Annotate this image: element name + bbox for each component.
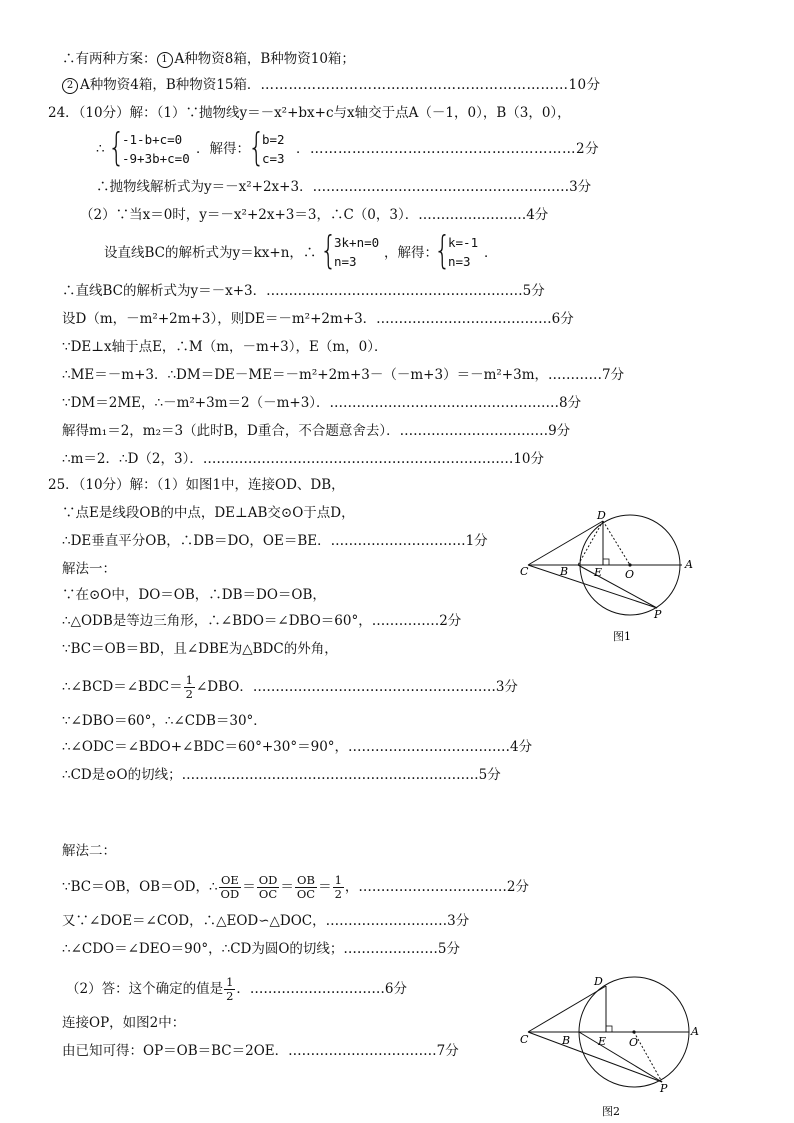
q24-line3: ∴抛物线解析式为y＝－x²+2x+3．…………………………………………………3分 bbox=[96, 179, 592, 195]
fraction bbox=[257, 874, 280, 901]
score-dots: …………………………………………………………10分 bbox=[260, 77, 601, 93]
line-op-dashed bbox=[634, 1032, 662, 1082]
center-dot bbox=[628, 563, 631, 566]
denominator: 2 bbox=[185, 687, 193, 701]
denominator: 2 bbox=[226, 989, 234, 1003]
equation: n=3 bbox=[334, 254, 357, 269]
q24-heading: 24．（10分）解：（1）∵抛物线y＝－x²+bx+c与x轴交于点A（－1，0），B（3，0）， bbox=[48, 105, 571, 121]
solution-system-2 bbox=[448, 233, 478, 271]
text: ∴∠BCD＝∠BDC＝ bbox=[62, 679, 183, 695]
numerator: OD bbox=[258, 873, 278, 887]
brace-icon: { bbox=[434, 228, 451, 272]
label-o: O bbox=[629, 1036, 639, 1049]
q24-line11: 解得m₁＝2，m₂＝3（此时B，D重合，不合题意舍去）．……………………………9分 bbox=[62, 423, 571, 439]
denominator: 2 bbox=[334, 887, 342, 901]
line-cd bbox=[528, 521, 603, 565]
figure-caption: 图2 bbox=[602, 1105, 620, 1118]
equals: ＝ bbox=[318, 879, 332, 895]
text: ∴有两种方案： bbox=[62, 51, 157, 67]
circled-number-1: 1 bbox=[157, 52, 173, 68]
line-do-dashed bbox=[603, 521, 630, 565]
circled-number-2: 2 bbox=[62, 78, 78, 94]
text: ，……………………………2分 bbox=[344, 879, 530, 895]
q24-line6: ∴直线BC的解析式为y＝－x+3．…………………………………………………5分 bbox=[62, 283, 545, 299]
denominator: OD bbox=[220, 887, 240, 901]
brace-icon: { bbox=[108, 125, 125, 169]
numerator: 1 bbox=[185, 673, 193, 687]
numerator: 1 bbox=[334, 873, 342, 887]
q25-line17: 连接OP，如图2中： bbox=[62, 1015, 186, 1031]
label-a: A bbox=[685, 558, 693, 571]
label-a: A bbox=[691, 1025, 699, 1038]
fraction bbox=[295, 874, 317, 901]
equation-system-2 bbox=[334, 233, 379, 271]
equation: k=-1 bbox=[448, 235, 479, 250]
denominator: OC bbox=[258, 887, 278, 901]
q25-line16 bbox=[66, 976, 407, 1003]
q25-line3: ∴DE垂直平分OB，∴DB＝DO，OE＝BE．…………………………1分 bbox=[62, 533, 488, 549]
line-cp bbox=[528, 565, 657, 608]
equals: ＝ bbox=[280, 879, 294, 895]
q24-line5b: ，解得： bbox=[384, 245, 438, 261]
label-d: D bbox=[597, 509, 606, 522]
equation: n=3 bbox=[448, 254, 471, 269]
q25-line15: ∴∠CDO＝∠DEO＝90°，∴CD为圆O的切线；…………………5分 bbox=[62, 941, 461, 957]
q25-heading: 25．（10分）解：（1）如图1中，连接OD、DB， bbox=[48, 477, 345, 493]
brace-icon: { bbox=[248, 125, 265, 169]
equation-system-1 bbox=[122, 130, 190, 168]
equals: ＝ bbox=[242, 879, 256, 895]
q24-score-2: ．…………………………………………………2分 bbox=[296, 141, 600, 157]
line-cp bbox=[528, 1032, 662, 1082]
center-dot bbox=[632, 1030, 635, 1033]
label-b: B bbox=[560, 565, 569, 578]
figure-caption: 图1 bbox=[613, 630, 631, 643]
label-o: O bbox=[625, 568, 635, 581]
q25-line9: ∵∠DBO＝60°，∴∠CDB＝30°． bbox=[62, 713, 267, 729]
q25-method2: 解法二： bbox=[62, 843, 116, 859]
line-cd bbox=[528, 986, 606, 1032]
text: ∠DBO．………………………………………………3分 bbox=[195, 679, 518, 695]
label-p: P bbox=[660, 1082, 668, 1095]
text: ．…………………………6分 bbox=[236, 981, 408, 997]
numerator: OB bbox=[295, 874, 317, 888]
q24-line7: 设D（m，－m²+2m+3），则DE＝－m²+2m+3．…………………………………6分 bbox=[62, 311, 574, 327]
right-angle-mark bbox=[603, 559, 609, 565]
q25-line18: 由已知可得：OP＝OB＝BC＝2OE．……………………………7分 bbox=[62, 1043, 459, 1059]
q25-method1: 解法一： bbox=[62, 561, 116, 577]
q25-line7: ∵BC＝OB＝BD，且∠DBE为△BDC的外角， bbox=[62, 641, 338, 657]
label-c: C bbox=[520, 1033, 529, 1046]
label-p: P bbox=[654, 608, 662, 621]
line-plan2 bbox=[62, 76, 601, 94]
q24-line10: ∵DM＝2ME，∴－m²+3m＝2（－m+3）．……………………………………………8分 bbox=[62, 395, 582, 411]
q24-line8: ∵DE⊥x轴于点E，∴M（m，－m+3），E（m，0）． bbox=[62, 339, 388, 355]
equation: 3k+n=0 bbox=[334, 235, 380, 250]
label-c: C bbox=[520, 565, 529, 578]
fraction-half bbox=[184, 674, 195, 701]
text: A种物资4箱，B种物资15箱． bbox=[80, 77, 261, 93]
brace-icon: { bbox=[320, 228, 337, 272]
text: ∵BC＝OB，OB＝OD，∴ bbox=[62, 879, 218, 895]
line-db-dashed bbox=[578, 521, 603, 565]
q25-line11: ∴CD是⊙O的切线；…………………………………………………………5分 bbox=[62, 767, 501, 783]
denominator: OC bbox=[296, 887, 316, 901]
figure-1 bbox=[514, 506, 700, 646]
fraction bbox=[333, 874, 344, 901]
q25-line6: ∴△ODB是等边三角形，∴∠BDO＝∠DBO＝60°，……………2分 bbox=[62, 613, 462, 629]
q25-line2: ∵点E是线段OB的中点，DE⊥AB交⊙O于点D， bbox=[62, 505, 355, 521]
right-angle-mark bbox=[606, 1026, 612, 1032]
line-bp bbox=[578, 565, 657, 608]
line-bp bbox=[579, 1032, 662, 1082]
fraction bbox=[219, 874, 242, 901]
label-b: B bbox=[562, 1034, 571, 1047]
q24-therefore: ∴ bbox=[96, 141, 105, 157]
equation: -9+3b+c=0 bbox=[122, 151, 190, 166]
label-e: E bbox=[598, 1035, 607, 1048]
q25-line13 bbox=[62, 874, 529, 901]
q24-line12: ∴m＝2．∴D（2，3）．……………………………………………………………10分 bbox=[62, 451, 544, 467]
equation: c=3 bbox=[262, 151, 285, 166]
label-d: D bbox=[594, 975, 603, 988]
figure-2 bbox=[514, 970, 700, 1120]
fraction-half bbox=[224, 976, 235, 1003]
solution-system-1 bbox=[262, 130, 285, 168]
q24-line9: ∴ME＝－m+3．∴DM＝DE－ME＝－m²+2m+3－（－m+3）＝－m²+3m，…………7分 bbox=[62, 367, 625, 383]
line-plans bbox=[62, 50, 355, 68]
q24-line5a: 设直线BC的解析式为y＝kx+n，∴ bbox=[104, 245, 317, 261]
equation: b=2 bbox=[262, 132, 285, 147]
q25-line10: ∴∠ODC＝∠BDO+∠BDC＝60°+30°＝90°，………………………………4分 bbox=[62, 739, 533, 755]
q25-line8 bbox=[62, 674, 518, 701]
q25-line14: 又∵∠DOE＝∠COD，∴△EOD∽△DOC，………………………3分 bbox=[62, 913, 470, 929]
text: （2）答：这个确定的值是 bbox=[66, 981, 224, 997]
q24-line4: （2）∵当x＝0时，y＝－x²+2x+3＝3，∴C（0，3）．……………………4分 bbox=[80, 207, 549, 223]
equation: -1-b+c=0 bbox=[122, 132, 183, 147]
q24-line5c: ． bbox=[484, 245, 498, 261]
q25-line5: ∵在⊙O中，DO＝OB，∴DB＝DO＝OB， bbox=[62, 587, 326, 603]
numerator: OE bbox=[219, 874, 242, 888]
label-e: E bbox=[594, 566, 603, 579]
text: A种物资8箱，B种物资10箱； bbox=[174, 51, 355, 67]
numerator: 1 bbox=[226, 975, 234, 989]
q24-solve-label: ．解得： bbox=[196, 141, 250, 157]
